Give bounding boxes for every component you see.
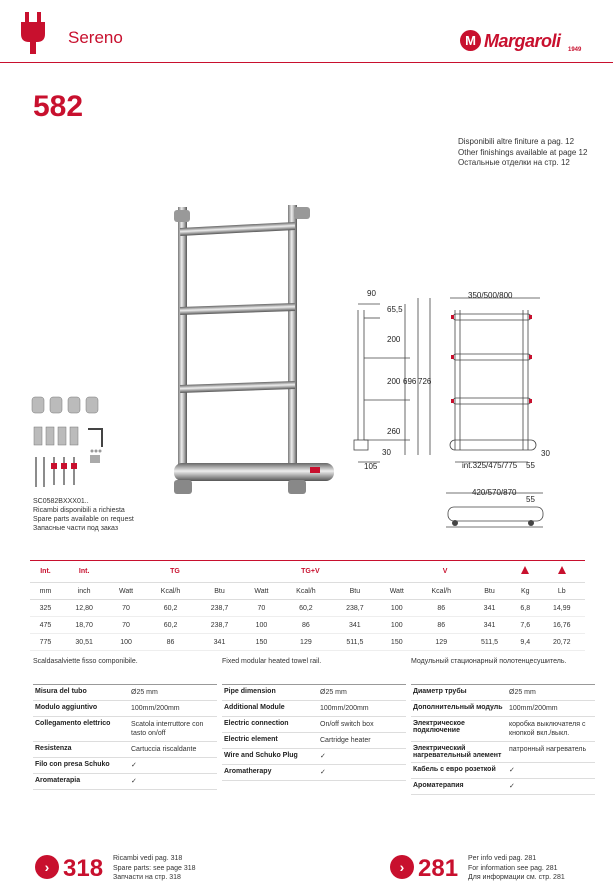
spec-value: Ø25 mm xyxy=(509,689,536,696)
spec-row xyxy=(222,685,406,701)
table-cell: 341 xyxy=(196,634,242,651)
header-divider xyxy=(0,62,613,63)
unit-cell: mm xyxy=(30,583,61,600)
footer-text xyxy=(113,854,196,883)
unit-cell: Kcal/h xyxy=(145,583,197,600)
footer-line-en: For information see pag. 281 xyxy=(468,864,558,872)
table-cell: 9,4 xyxy=(512,634,538,651)
dim-30-side: 30 xyxy=(382,448,391,457)
group-int-inch: Int. xyxy=(61,561,107,583)
spec-key: Кабель с евро розеткой xyxy=(413,766,496,773)
spec-key: Aromatherapy xyxy=(224,768,272,775)
table-cell: 70 xyxy=(107,617,144,634)
spec-key: Modulo aggiuntivo xyxy=(35,704,98,711)
spec-row xyxy=(222,701,406,717)
spare-parts-it: Ricambi disponibili a richiesta xyxy=(33,507,125,514)
spec-row xyxy=(411,717,595,742)
dim-105: 105 xyxy=(364,462,378,471)
finish-note-en: Other finishings available at page 12 xyxy=(458,147,588,157)
table-unit-header xyxy=(30,583,585,600)
brand-logo xyxy=(460,29,590,57)
group-tg: TG xyxy=(107,561,242,583)
page-header xyxy=(0,0,613,62)
table-cell: 341 xyxy=(467,617,512,634)
table-cell: 7,6 xyxy=(512,617,538,634)
table-cell: 100 xyxy=(378,617,415,634)
table-cell: 238,7 xyxy=(332,600,378,617)
spec-key: Pipe dimension xyxy=(224,688,276,695)
table-cell: 60,2 xyxy=(280,600,332,617)
finishes-note xyxy=(458,137,587,169)
spec-value: On/off switch box xyxy=(320,721,374,728)
table-row xyxy=(30,600,585,617)
dim-front-width: 350/500/800 xyxy=(468,291,513,300)
front-view-drawing xyxy=(445,290,545,475)
spec-row xyxy=(222,717,406,733)
table-cell: 14,99 xyxy=(538,600,585,617)
spec-row xyxy=(222,733,406,749)
dim-260: 260 xyxy=(387,427,401,436)
check-icon: ✓ xyxy=(320,769,326,776)
spec-key: Электрическое подключение xyxy=(413,720,465,734)
group-v: V xyxy=(378,561,512,583)
footer-line-it: Ricambi vedi pag. 318 xyxy=(113,855,183,862)
table-cell: 511,5 xyxy=(467,634,512,651)
spec-key: Electric element xyxy=(224,736,278,743)
table-cell: 238,7 xyxy=(196,600,242,617)
spec-row xyxy=(33,717,217,742)
table-cell: 60,2 xyxy=(145,600,197,617)
plug-icon xyxy=(18,12,48,54)
brand-name: Margaroli xyxy=(484,31,561,51)
dim-726: 726 xyxy=(418,377,432,386)
finish-note-ru: Остальные отделки на стр. 12 xyxy=(458,158,570,167)
table-cell: 325 xyxy=(30,600,61,617)
dim-655: 65,5 xyxy=(387,305,403,314)
arrow-right-icon: › xyxy=(35,855,59,879)
description-it: Scaldasalviette fisso componibile. xyxy=(33,658,138,665)
spec-row xyxy=(33,758,217,774)
spec-key: Filo con presa Schuko xyxy=(35,761,110,768)
spec-row xyxy=(411,763,595,779)
weight-kg-icon xyxy=(512,561,538,583)
table-cell: 100 xyxy=(107,634,144,651)
spec-key: Resistenza xyxy=(35,745,72,752)
spec-row xyxy=(33,774,217,790)
spare-parts-photo xyxy=(30,395,120,490)
spec-key: Collegamento elettrico xyxy=(35,720,111,727)
table-cell: 238,7 xyxy=(196,617,242,634)
dim-696: 696 xyxy=(403,377,417,386)
dim-90: 90 xyxy=(367,289,376,298)
table-cell: 86 xyxy=(145,634,197,651)
spec-key: Ароматерапия xyxy=(413,782,464,789)
footer-page-number: 318 xyxy=(63,855,104,882)
spec-key: Misura del tubo xyxy=(35,688,87,695)
check-icon: ✓ xyxy=(320,753,326,760)
dim-int: int.325/475/775 xyxy=(462,461,518,470)
table-cell: 86 xyxy=(415,600,467,617)
table-cell: 60,2 xyxy=(145,617,197,634)
spec-list-en xyxy=(222,684,406,781)
towel-rail-photo xyxy=(160,195,340,505)
table-cell: 129 xyxy=(415,634,467,651)
table-cell: 70 xyxy=(107,600,144,617)
spec-row xyxy=(411,701,595,717)
unit-cell: Kg xyxy=(512,583,538,600)
weight-lb-icon xyxy=(538,561,585,583)
unit-cell: Lb xyxy=(538,583,585,600)
unit-cell: Btu xyxy=(196,583,242,600)
spec-row xyxy=(411,742,595,763)
finish-note-it: Disponibili altre finiture a pag. 12 xyxy=(458,137,575,146)
footer-page-number: 281 xyxy=(418,855,459,882)
spec-key: Additional Module xyxy=(224,704,285,711)
table-group-header xyxy=(30,561,585,583)
table-row xyxy=(30,617,585,634)
table-cell: 86 xyxy=(280,617,332,634)
group-int-mm: Int. xyxy=(30,561,61,583)
table-cell: 18,70 xyxy=(61,617,107,634)
unit-cell: Btu xyxy=(332,583,378,600)
footer-line-ru: Запчасти на стр. 318 xyxy=(113,874,181,881)
spare-parts-en: Spare parts available on request xyxy=(33,516,134,523)
dim-top-width: 420/570/870 xyxy=(472,488,517,497)
spec-row xyxy=(33,742,217,758)
spec-value: 100mm/200mm xyxy=(131,705,180,712)
table-row xyxy=(30,634,585,651)
spec-key: Диаметр трубы xyxy=(413,688,467,695)
spec-value: Cartuccia riscaldante xyxy=(131,746,197,753)
footer-line-it: Per info vedi pag. 281 xyxy=(468,855,537,862)
spare-parts-ru: Запасные части под заказ xyxy=(33,525,119,532)
spare-parts-note xyxy=(33,497,134,533)
table-cell: 20,72 xyxy=(538,634,585,651)
table-cell: 775 xyxy=(30,634,61,651)
spec-value: Scatola interruttore con tasto on/off xyxy=(131,721,204,737)
check-icon: ✓ xyxy=(509,767,515,774)
spec-value: Ø25 mm xyxy=(131,689,158,696)
footer-info-link[interactable] xyxy=(390,850,590,890)
arrow-right-icon: › xyxy=(390,855,414,879)
brand-mark: M xyxy=(460,30,481,51)
table-cell: 129 xyxy=(280,634,332,651)
table-cell: 341 xyxy=(332,617,378,634)
spec-value: патронный нагреватель xyxy=(509,746,587,753)
check-icon: ✓ xyxy=(131,778,137,785)
spec-value: 100mm/200mm xyxy=(509,705,558,712)
technical-data-table xyxy=(30,560,585,651)
spec-key: Wire and Schuko Plug xyxy=(224,752,298,759)
check-icon: ✓ xyxy=(509,783,515,790)
spec-list-it xyxy=(33,684,217,790)
table-cell: 6,8 xyxy=(512,600,538,617)
table-cell: 341 xyxy=(467,600,512,617)
dim-30-front: 30 xyxy=(541,449,550,458)
spare-parts-code: SC0582BXXX01.. xyxy=(33,498,89,505)
spec-list-ru xyxy=(411,684,595,795)
table-cell: 86 xyxy=(415,617,467,634)
dim-200-a: 200 xyxy=(387,335,401,344)
table-cell: 30,51 xyxy=(61,634,107,651)
footer-text xyxy=(468,854,565,883)
table-cell: 475 xyxy=(30,617,61,634)
spec-row xyxy=(222,765,406,781)
table-cell: 150 xyxy=(378,634,415,651)
dim-55-front: 55 xyxy=(526,461,535,470)
table-cell: 100 xyxy=(243,617,280,634)
table-cell: 16,76 xyxy=(538,617,585,634)
group-tgv: TG+V xyxy=(243,561,378,583)
spec-row xyxy=(411,779,595,795)
description-en: Fixed modular heated towel rail. xyxy=(222,658,322,665)
table-cell: 511,5 xyxy=(332,634,378,651)
series-title: Sereno xyxy=(68,28,123,47)
spec-key: Электрический нагревательный элемент xyxy=(413,745,502,759)
spec-row xyxy=(33,685,217,701)
brand-year: 1949 xyxy=(568,47,582,53)
table-cell: 150 xyxy=(243,634,280,651)
footer-spare-parts-link[interactable] xyxy=(35,850,235,890)
spec-value: Cartridge heater xyxy=(320,737,371,744)
table-cell: 100 xyxy=(378,600,415,617)
table-cell: 12,80 xyxy=(61,600,107,617)
spec-key: Aromaterapia xyxy=(35,777,81,784)
spec-key: Дополнительный модуль xyxy=(413,704,503,711)
model-number: 582 xyxy=(33,90,84,123)
unit-cell: Watt xyxy=(243,583,280,600)
dim-200-b: 200 xyxy=(387,377,401,386)
spec-value: коробка выключателя с кнопкой вкл./выкл. xyxy=(509,721,586,737)
description-ru: Модульный стационарный полотенцесушитель. xyxy=(411,658,567,665)
unit-cell: Watt xyxy=(378,583,415,600)
spec-row xyxy=(411,685,595,701)
unit-cell: Btu xyxy=(467,583,512,600)
footer-line-ru: Для информации см. стр. 281 xyxy=(468,874,565,881)
spec-value: 100mm/200mm xyxy=(320,705,369,712)
spec-key: Electric connection xyxy=(224,720,289,727)
unit-cell: inch xyxy=(61,583,107,600)
spec-value: Ø25 mm xyxy=(320,689,347,696)
unit-cell: Kcal/h xyxy=(415,583,467,600)
spec-row xyxy=(222,749,406,765)
table-cell: 70 xyxy=(243,600,280,617)
unit-cell: Watt xyxy=(107,583,144,600)
unit-cell: Kcal/h xyxy=(280,583,332,600)
spec-row xyxy=(33,701,217,717)
dim-55-top: 55 xyxy=(526,495,535,504)
footer-line-en: Spare parts: see page 318 xyxy=(113,864,196,872)
check-icon: ✓ xyxy=(131,762,137,769)
